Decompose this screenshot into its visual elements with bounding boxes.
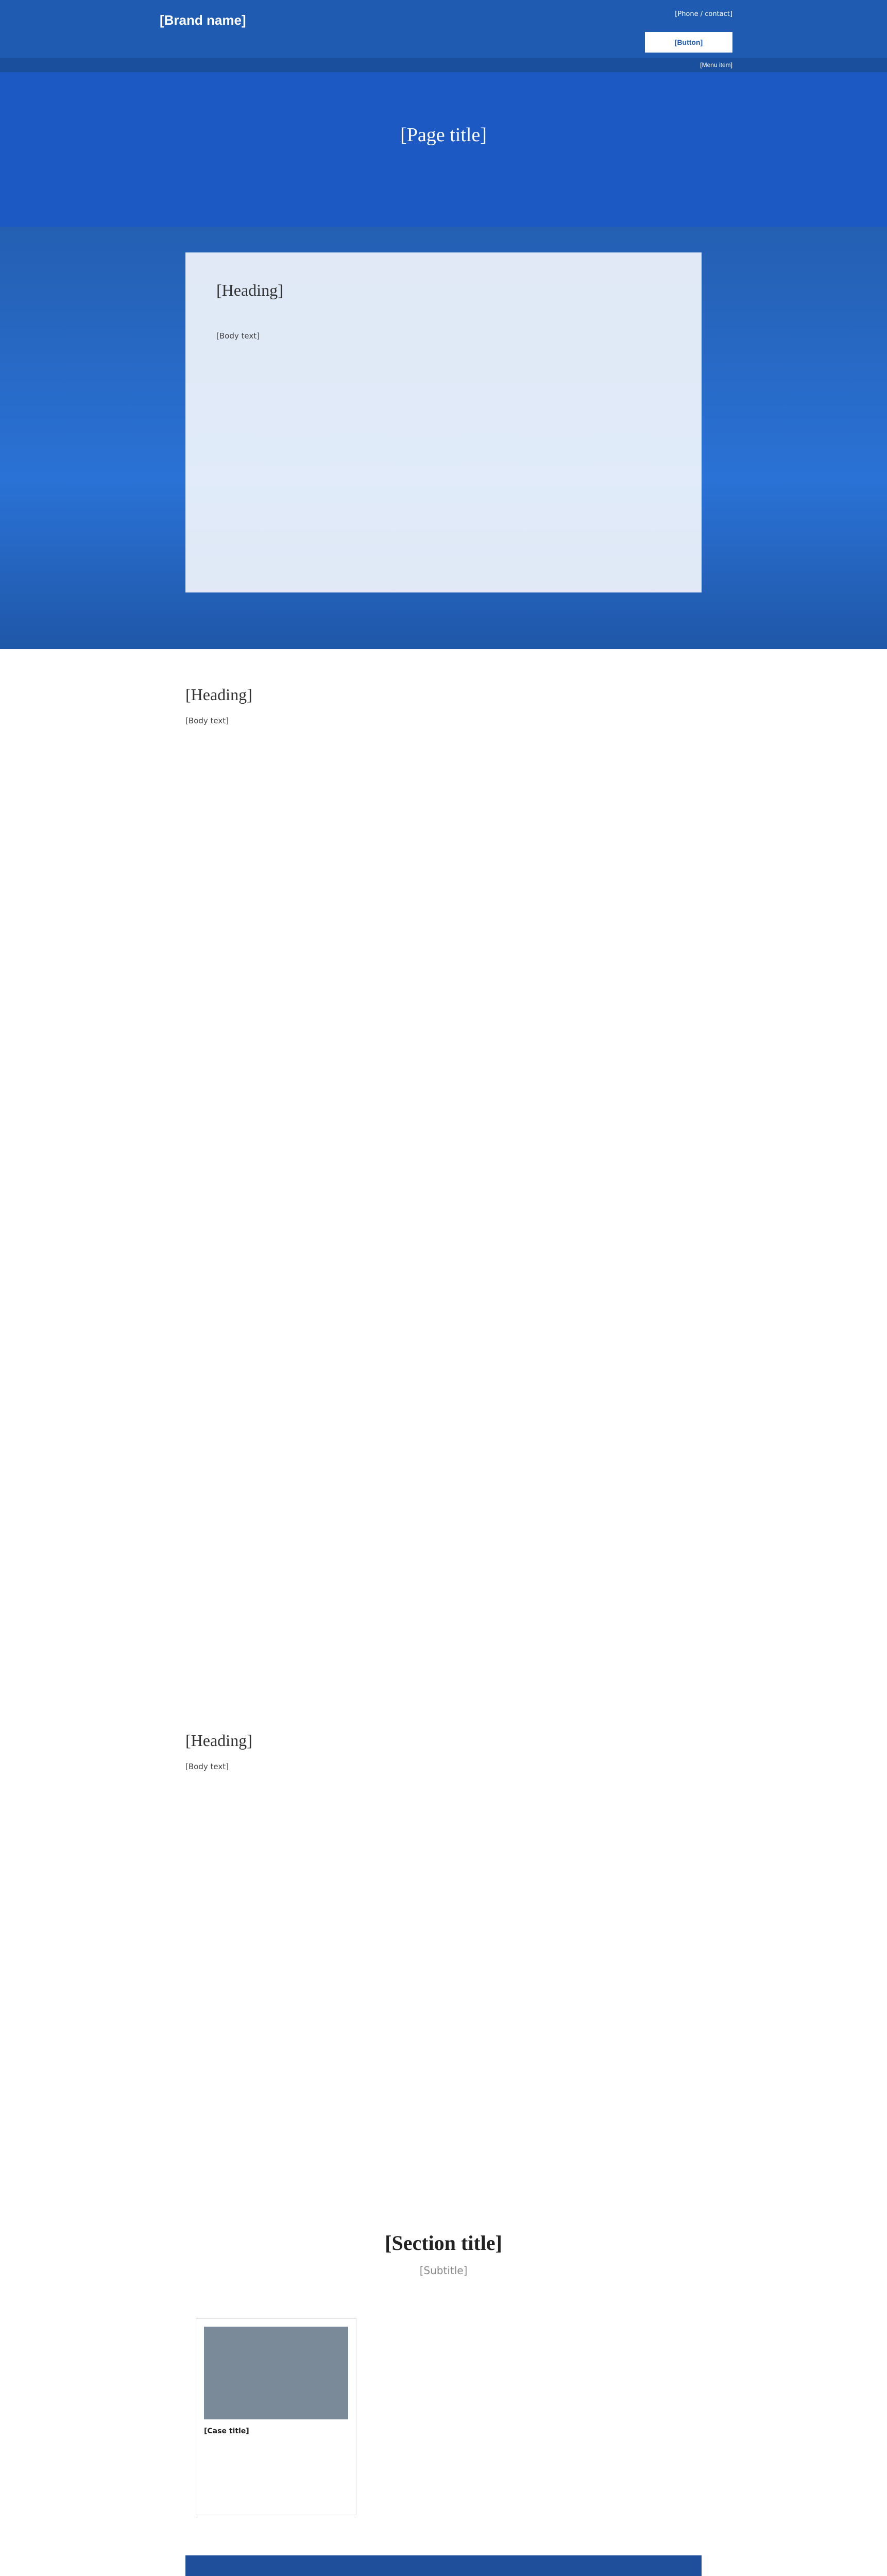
header-contact-text: [Phone / contact] xyxy=(675,10,732,18)
page-hero xyxy=(0,72,887,227)
cta-band xyxy=(185,2555,702,2576)
site-header xyxy=(0,0,887,72)
main-nav xyxy=(0,58,887,72)
section-3 xyxy=(185,1731,702,1774)
article-card xyxy=(185,252,702,592)
header-contact xyxy=(599,10,732,18)
section-2 xyxy=(185,685,702,728)
header-cta-button[interactable]: [Button] xyxy=(645,32,732,53)
page-title: [Page title] xyxy=(400,124,487,146)
section-2-text: [Body text] xyxy=(185,716,229,725)
brand-name[interactable]: [Brand name] xyxy=(160,12,246,28)
card-heading: [Heading] xyxy=(216,281,283,299)
case-image xyxy=(204,2327,348,2419)
case-study-subtitle: [Subtitle] xyxy=(419,2264,468,2277)
section-3-text: [Body text] xyxy=(185,1762,229,1771)
section-2-heading: [Heading] xyxy=(185,685,252,704)
section-3-heading: [Heading] xyxy=(185,1731,252,1750)
nav-item[interactable]: [Menu item] xyxy=(700,61,732,69)
case-title: [Case title] xyxy=(204,2427,249,2435)
card-text: [Body text] xyxy=(216,331,260,341)
case-card[interactable] xyxy=(196,2318,356,2515)
case-study-title: [Section title] xyxy=(385,2231,502,2255)
